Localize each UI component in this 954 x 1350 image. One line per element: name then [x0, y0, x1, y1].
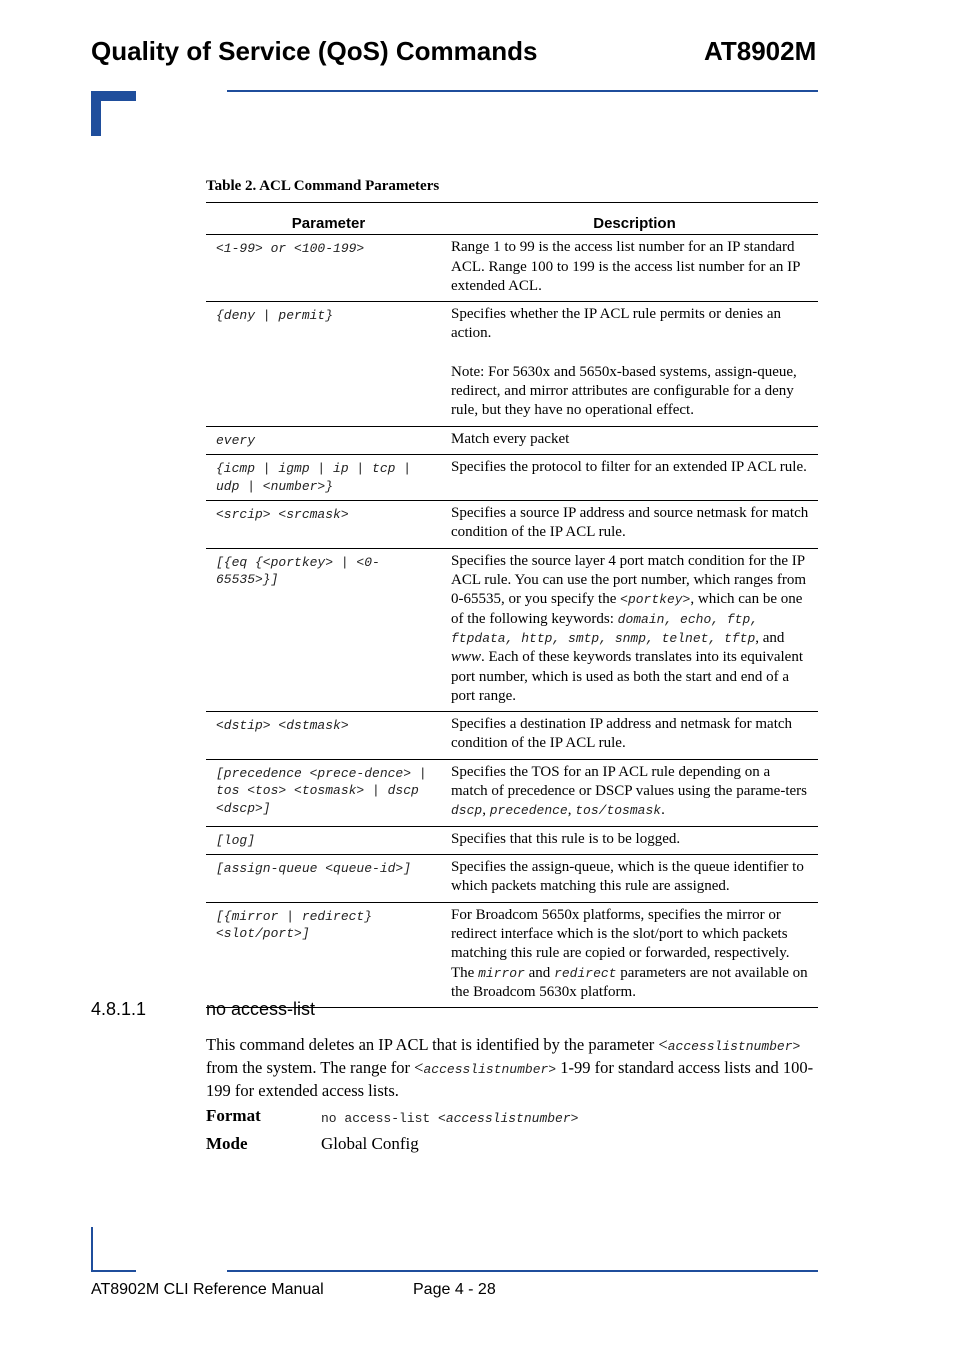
- desc-code: tos/tosmask: [575, 803, 662, 819]
- desc-code: precedence: [489, 803, 568, 819]
- desc-text: ,: [482, 802, 490, 819]
- desc-cell: [451, 302, 818, 426]
- param-cell: {icmp | igmp | ip | tcp | udp | <number>}: [206, 455, 451, 501]
- table-row: [206, 855, 818, 903]
- desc-code: <portkey>: [620, 592, 691, 608]
- desc-code: domain, echo, ftp, ftpdata, http, smtp, snmp, telnet, tftp: [451, 611, 759, 646]
- body-code: accesslistnumber>: [423, 1062, 557, 1077]
- desc-note: Note: For 5630x and 5650x-based systems, assign-queue, redirect, and mirror attributes are configurable for a deny rule, but they have no operational effect.: [451, 363, 797, 419]
- column-header-description: Description: [451, 203, 818, 235]
- desc-code: www: [451, 649, 482, 666]
- param-cell: {deny | permit}: [206, 302, 451, 426]
- table-row: [206, 302, 818, 426]
- desc-text: Specifies whether the IP ACL rule permits or denies an action.: [451, 306, 782, 342]
- table-row: [206, 759, 818, 826]
- body-text: 1-99 for standard access lists and 100-199 for extended access lists.: [206, 1058, 814, 1100]
- desc-code: dscp: [451, 803, 483, 819]
- desc-text: For Broadcom 5650x platforms, specifies the mirror or redirect interface which is the slot/port to which packets matching this rule are copied or forwarded, respectively. The: [451, 906, 790, 981]
- table-row: [206, 235, 818, 302]
- desc-cell: Match every packet: [451, 426, 818, 455]
- footer-manual: AT8902M CLI Reference Manual: [91, 1281, 324, 1298]
- param-cell: [{mirror | redirect} <slot/port>]: [206, 902, 451, 1007]
- section-body: [206, 1034, 818, 1101]
- desc-text: parameters are not available on the Broadcom 5630x platform.: [451, 964, 808, 1000]
- desc-text: Specifies the source layer 4 port match condition for the IP ACL rule. You can use the port number, which ranges from 0-65535, or you specify the: [451, 552, 807, 608]
- desc-cell: [451, 902, 818, 1007]
- desc-text: , which can be one of the following keywords:: [451, 591, 803, 627]
- param-cell: [precedence <prece-dence> | tos <tos> <tosmask> | dscp <dscp>]: [206, 759, 451, 826]
- desc-text: Specifies the TOS for an IP ACL rule depending on a match of precedence or DSCP values using the parame-ters: [451, 763, 807, 800]
- corner-mark-top-vertical: [91, 91, 101, 136]
- param-cell: <dstip> <dstmask>: [206, 712, 451, 760]
- table-row: [206, 426, 818, 455]
- mode-label: Mode: [206, 1134, 248, 1153]
- desc-text: . Each of these keywords translates into its equivalent port number, which is used as both the start and end of a port range.: [451, 649, 804, 704]
- format-cmd-text: no access-list: [321, 1111, 439, 1126]
- param-cell: [assign-queue <queue-id>]: [206, 855, 451, 903]
- param-cell: every: [206, 426, 451, 455]
- desc-code: mirror: [478, 965, 525, 981]
- header-rule: [227, 90, 818, 92]
- footer-rule: [227, 1270, 818, 1272]
- footer-page: Page 4 - 28: [413, 1281, 496, 1298]
- table-row: [206, 712, 818, 760]
- param-cell: <srcip> <srcmask>: [206, 501, 451, 549]
- desc-text: .: [661, 802, 665, 819]
- acl-parameters-table: [206, 202, 818, 1008]
- param-cell: [log]: [206, 826, 451, 855]
- section-number: 4.8.1.1: [91, 999, 147, 1019]
- table-row: [206, 902, 818, 1007]
- corner-mark-bottom-vertical: [91, 1227, 93, 1272]
- desc-cell: Specifies a destination IP address and netmask for match condition of the IP ACL rule.: [451, 712, 818, 760]
- desc-cell: Specifies the protocol to filter for an extended IP ACL rule.: [451, 455, 818, 501]
- page-title: Quality of Service (QoS) Commands: [91, 36, 538, 66]
- desc-cell: Specifies a source IP address and source netmask for match condition of the IP ACL rule.: [451, 501, 818, 549]
- table-caption: Table 2. ACL Command Parameters: [206, 178, 440, 194]
- table-row: [206, 548, 818, 711]
- desc-text: , and: [755, 629, 785, 646]
- format-label: Format: [206, 1106, 261, 1125]
- desc-text: and: [524, 964, 555, 981]
- table-row: [206, 826, 818, 855]
- desc-cell: [451, 548, 818, 711]
- desc-text: ,: [567, 802, 576, 819]
- body-code: accesslistnumber>: [667, 1039, 801, 1054]
- column-header-parameter: Parameter: [206, 203, 451, 235]
- desc-cell: Specifies the assign-queue, which is the queue identifier to which packets matching this rule are assigned.: [451, 855, 818, 903]
- body-text: from the system. The range for <: [206, 1058, 424, 1077]
- format-command: [321, 1109, 578, 1127]
- table-row: [206, 501, 818, 549]
- product-name: AT8902M: [704, 36, 817, 66]
- mode-value: Global Config: [321, 1134, 419, 1153]
- corner-mark-bottom-horizontal: [91, 1270, 136, 1272]
- desc-cell: Specifies that this rule is to be logged.: [451, 826, 818, 855]
- table-row: [206, 455, 818, 501]
- param-cell: [{eq {<portkey> | <0-65535>}]: [206, 548, 451, 711]
- format-cmd-arg: <accesslistnumber>: [438, 1111, 579, 1126]
- desc-code: redirect: [554, 965, 617, 981]
- desc-cell: Range 1 to 99 is the access list number for an IP standard ACL. Range 100 to 199 is the access list number for an IP extended ACL.: [451, 235, 818, 302]
- desc-cell: [451, 759, 818, 826]
- param-cell: <1-99> or <100-199>: [206, 235, 451, 302]
- body-text: This command deletes an IP ACL that is identified by the parameter <: [206, 1035, 668, 1054]
- section-title: no access-list: [206, 999, 316, 1019]
